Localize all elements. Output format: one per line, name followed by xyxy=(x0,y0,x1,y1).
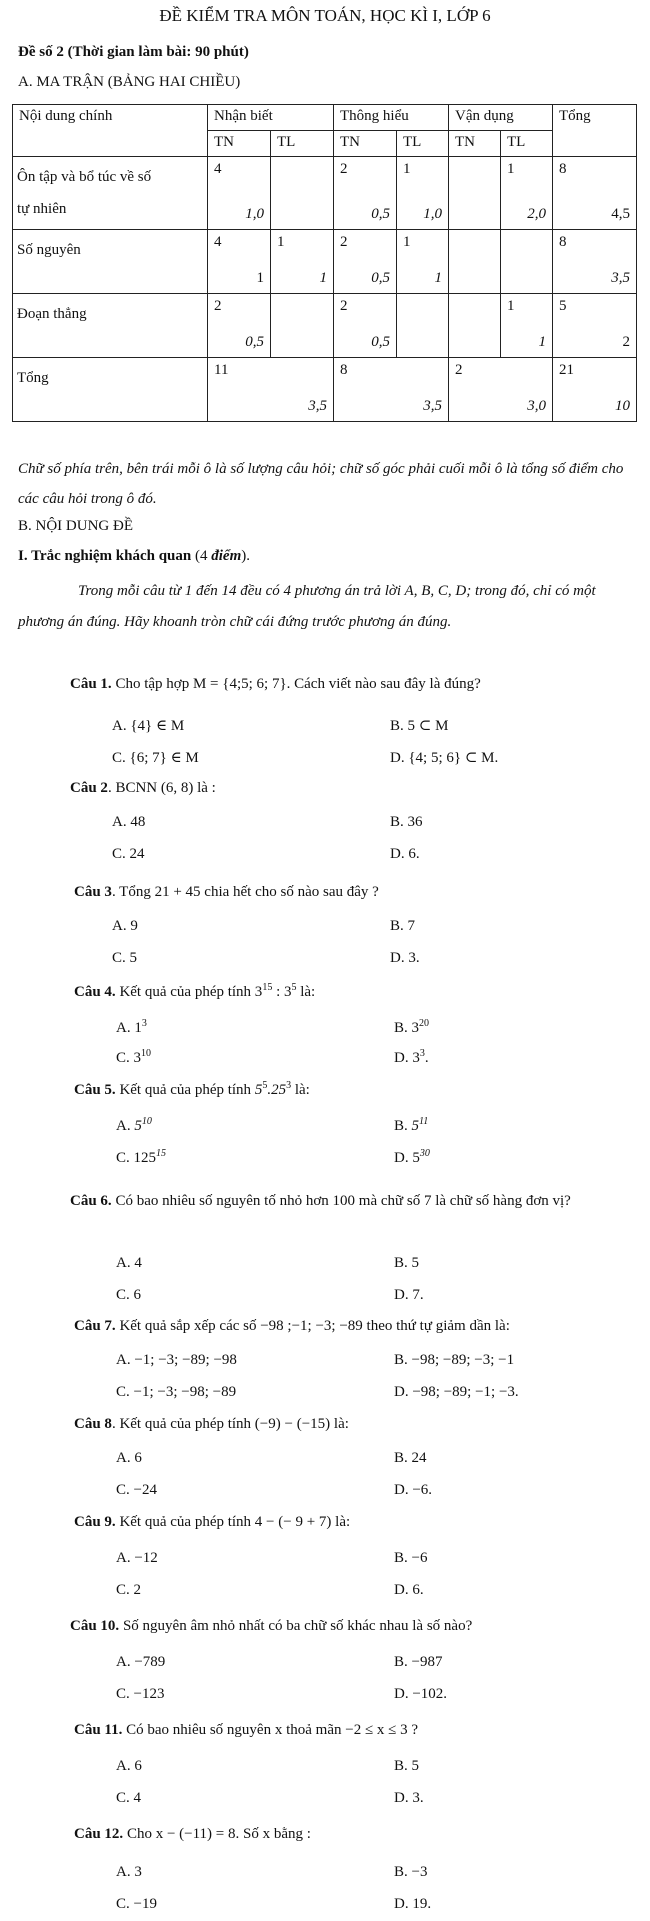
table-cell: 8 4,5 xyxy=(553,157,637,230)
table-cell: 1 1 xyxy=(271,230,334,294)
table-cell: 4 1 xyxy=(208,230,271,294)
option-a[interactable]: A. {4} ∈ M xyxy=(112,718,185,734)
option-b[interactable]: B. −3 xyxy=(394,1864,428,1880)
section-a-heading: A. MA TRẬN (BẢNG HAI CHIỀU) xyxy=(18,74,241,90)
option-b[interactable]: B. 5 xyxy=(394,1255,420,1271)
section-i-heading: I. Trắc nghiệm khách quan (4 điểm). xyxy=(18,548,250,564)
option-d[interactable]: D. {4; 5; 6} ⊂ M. xyxy=(390,750,499,766)
question-2: Câu 2. BCNN (6, 8) là : xyxy=(70,780,216,796)
question-7: Câu 7. Kết quả sắp xếp các số −98 ;−1; −3; −89 theo thứ tự giảm dần là: xyxy=(74,1318,510,1334)
table-cell xyxy=(271,157,334,230)
option-c[interactable]: C. −19 xyxy=(116,1896,157,1912)
question-1: Câu 1. Cho tập hợp M = {4;5; 6; 7}. Cách viết nào sau đây là đúng? xyxy=(70,676,481,692)
exam-title: ĐỀ KIỂM TRA MÔN TOÁN, HỌC KÌ I, LỚP 6 xyxy=(159,6,491,25)
table-cell: 1 1 xyxy=(397,230,449,294)
table-cell: 2 0,5 xyxy=(334,157,397,230)
option-a[interactable]: A. 4 xyxy=(116,1255,142,1271)
header-tn: TN xyxy=(449,131,501,157)
table-row xyxy=(13,358,637,422)
option-a[interactable]: A. 6 xyxy=(116,1758,142,1774)
option-d[interactable]: D. −98; −89; −1; −3. xyxy=(394,1384,519,1400)
option-b[interactable]: B. $5^{11}$ xyxy=(394,1116,429,1134)
table-cell xyxy=(449,230,501,294)
table-cell: 8 3,5 xyxy=(553,230,637,294)
option-d[interactable]: D. −102. xyxy=(394,1686,448,1702)
row-label: Đoạn thẳng xyxy=(13,294,208,358)
option-b[interactable]: B. $3^{20}$ xyxy=(394,1018,430,1036)
option-a[interactable]: A. 6 xyxy=(116,1450,142,1466)
option-d[interactable]: D. $5^{30}$ xyxy=(394,1148,430,1166)
option-d[interactable]: D. −6. xyxy=(394,1482,433,1498)
table-cell: 1 2,0 xyxy=(501,157,553,230)
option-b[interactable]: B. −6 xyxy=(394,1550,428,1566)
option-b[interactable]: B. 7 xyxy=(390,918,416,934)
header-recognition: Nhận biết xyxy=(208,105,334,131)
table-cell: 2 0,5 xyxy=(334,230,397,294)
table-row xyxy=(13,230,637,294)
option-d[interactable]: D. 3. xyxy=(390,950,420,966)
row-label: Tổng xyxy=(13,358,208,422)
option-c[interactable]: C. −24 xyxy=(116,1482,157,1498)
table-cell: 11 3,5 xyxy=(208,358,334,422)
table-row xyxy=(13,157,637,230)
question-12: Câu 12. Cho x − (−11) = 8. Số x bằng : xyxy=(74,1826,311,1842)
table-cell xyxy=(449,294,501,358)
exam-subtitle: Đề số 2 (Thời gian làm bài: 90 phút) xyxy=(18,44,249,60)
header-tl: TL xyxy=(501,131,553,157)
option-a[interactable]: A. 3 xyxy=(116,1864,142,1880)
table-cell xyxy=(397,294,449,358)
option-d[interactable]: D. 6. xyxy=(390,846,420,862)
question-5: Câu 5. Kết quả của phép tính $5^5.25^3$ là: xyxy=(74,1080,310,1098)
question-11: Câu 11. Có bao nhiêu số nguyên x thoả mãn −2 ≤ x ≤ 3 ? xyxy=(74,1722,419,1738)
option-a[interactable]: A. −1; −3; −89; −98 xyxy=(116,1352,237,1368)
option-a[interactable]: A. −789 xyxy=(116,1654,166,1670)
section-b-heading: B. NỘI DUNG ĐỀ xyxy=(18,518,133,534)
table-row xyxy=(13,294,637,358)
option-a[interactable]: A. −12 xyxy=(116,1550,158,1566)
question-9: Câu 9. Kết quả của phép tính 4 − (− 9 + 7) là: xyxy=(74,1514,351,1530)
option-d[interactable]: D. 7. xyxy=(394,1287,424,1303)
question-6: Câu 6. Có bao nhiêu số nguyên tố nhỏ hơn 100 mà chữ số 7 là chữ số hàng đơn vị? xyxy=(70,1193,571,1209)
option-c[interactable]: C. 5 xyxy=(112,950,138,966)
table-cell: 1 1,0 xyxy=(397,157,449,230)
option-d[interactable]: D. $3^3$. xyxy=(394,1048,429,1066)
option-c[interactable]: C. −1; −3; −98; −89 xyxy=(116,1384,237,1400)
option-a[interactable]: A. 9 xyxy=(112,918,138,934)
table-cell xyxy=(501,230,553,294)
question-8: Câu 8. Kết quả của phép tính (−9) − (−15) là: xyxy=(74,1416,349,1432)
table-cell: 21 10 xyxy=(553,358,637,422)
option-d[interactable]: D. 6. xyxy=(394,1582,424,1598)
option-c[interactable]: C. {6; 7} ∈ M xyxy=(112,750,199,766)
header-comprehension: Thông hiểu xyxy=(334,105,449,131)
table-cell: 1 1 xyxy=(501,294,553,358)
option-c[interactable]: C. $3^{10}$ xyxy=(116,1048,152,1066)
table-cell xyxy=(271,294,334,358)
option-b[interactable]: B. 24 xyxy=(394,1450,427,1466)
table-cell: 2 0,5 xyxy=(334,294,397,358)
option-c[interactable]: C. −123 xyxy=(116,1686,165,1702)
option-b[interactable]: B. 36 xyxy=(390,814,423,830)
table-cell: 2 0,5 xyxy=(208,294,271,358)
option-d[interactable]: D. 3. xyxy=(394,1790,424,1806)
header-content: Nội dung chính xyxy=(13,105,208,157)
header-tn: TN xyxy=(334,131,397,157)
question-10: Câu 10. Số nguyên âm nhỏ nhất có ba chữ số khác nhau là số nào? xyxy=(70,1618,473,1634)
header-total: Tổng xyxy=(553,105,637,157)
row-label: Số nguyên xyxy=(13,230,208,294)
option-c[interactable]: C. 24 xyxy=(112,846,145,862)
instructions: Trong mỗi câu từ 1 đến 14 đều có 4 phương án trả lời A, B, C, D; trong đó, chỉ có một phương án đúng. Hãy khoanh tròn chữ cái đứng trước phương án đúng. xyxy=(18,583,596,630)
table-cell: 2 3,0 xyxy=(449,358,553,422)
option-c[interactable]: C. $125^{15}$ xyxy=(116,1148,167,1166)
option-c[interactable]: C. 4 xyxy=(116,1790,142,1806)
table-cell: 5 2 xyxy=(553,294,637,358)
matrix-table xyxy=(12,104,637,422)
header-tn: TN xyxy=(208,131,271,157)
option-a[interactable]: A. $5^{10}$ xyxy=(116,1116,152,1134)
option-c[interactable]: C. 2 xyxy=(116,1582,142,1598)
header-tl: TL xyxy=(397,131,449,157)
table-cell xyxy=(449,157,501,230)
option-d[interactable]: D. 19. xyxy=(394,1896,432,1912)
option-b[interactable]: B. −98; −89; −3; −1 xyxy=(394,1352,515,1368)
option-b[interactable]: B. −987 xyxy=(394,1654,443,1670)
question-3: Câu 3. Tổng 21 + 45 chia hết cho số nào sau đây ? xyxy=(74,884,379,900)
row-label: Ôn tập và bổ túc về số tự nhiên xyxy=(13,157,208,230)
header-application: Vận dụng xyxy=(449,105,553,131)
table-cell: 8 3,5 xyxy=(334,358,449,422)
question-4: Câu 4. Kết quả của phép tính $3^{15}$ : $3^5$ là: xyxy=(74,982,316,1000)
option-b[interactable]: B. 5 xyxy=(394,1758,420,1774)
option-c[interactable]: C. 6 xyxy=(116,1287,142,1303)
option-a[interactable]: A. $1^3$ xyxy=(116,1018,147,1036)
table-cell: 4 1,0 xyxy=(208,157,271,230)
option-b[interactable]: B. 5 ⊂ M xyxy=(390,718,449,734)
matrix-note: Chữ số phía trên, bên trái mỗi ô là số lượng câu hỏi; chữ số góc phải cuối mỗi ô là tổng số điểm cho các câu hỏi trong ô đó. xyxy=(18,461,624,507)
header-tl: TL xyxy=(271,131,334,157)
option-a[interactable]: A. 48 xyxy=(112,814,146,830)
